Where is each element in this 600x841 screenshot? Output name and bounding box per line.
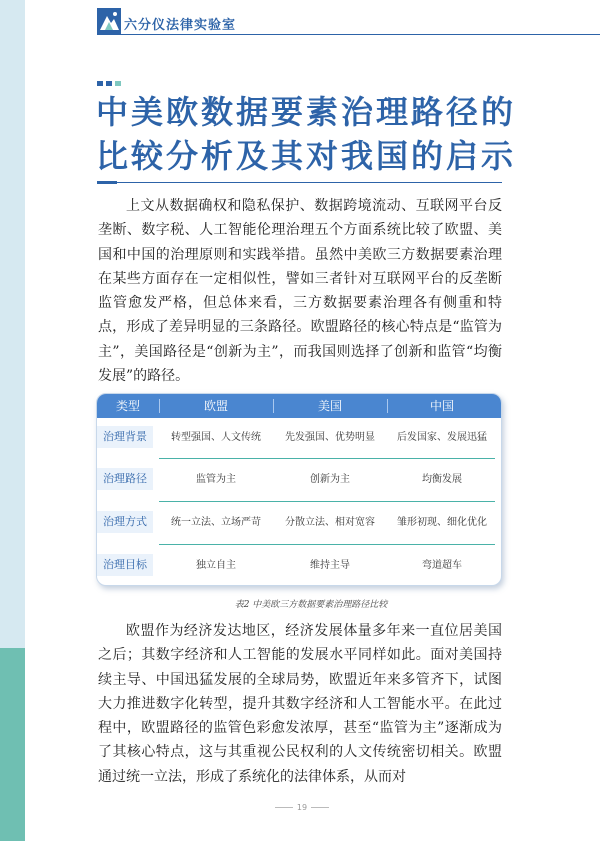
- left-decorative-band: [0, 0, 25, 841]
- dot: [106, 81, 112, 86]
- cell-us: 创新为主: [310, 474, 350, 485]
- comparison-table: [96, 393, 502, 586]
- cell-cn: 雏形初现、细化优化: [397, 517, 487, 528]
- article-title: [96, 90, 556, 178]
- table-row: [97, 546, 502, 586]
- body-paragraph-2: 欧盟作为经济发达地区，经济发展体量多年来一直位居美国之后；其数字经济和人工智能的发展水平同样如此。面对美国持续主导、中国迅猛发展的全球局势，欧盟近年来多管齐下，试图大力推进数字化转型，提升其数字经济和人工智能水平。在此过程中，欧盟路径的监管色彩愈发浓厚，甚至“监管为主”逐渐成为了其核心特点，这与其重视公民权利的人文传统密切相关。欧盟通过统一立法，形成了系统化的法律体系，从而对: [98, 623, 502, 785]
- row-divider: [159, 501, 495, 502]
- brand-name: 六分仪法律实验室: [124, 18, 237, 33]
- title-dots: [97, 71, 124, 76]
- cell-us: 分散立法、相对宽容: [285, 517, 375, 528]
- row-label: 治理方式: [97, 511, 153, 533]
- title-line-2: 比较分析及其对我国的启示: [96, 137, 517, 175]
- table-header-row: [97, 394, 502, 418]
- page-number: [0, 803, 600, 812]
- band-light-section: [0, 0, 25, 648]
- cell-us: 维持主导: [310, 560, 350, 571]
- table-row: [97, 503, 502, 543]
- cell-eu: 转型强国、人文传统: [171, 432, 261, 443]
- row-divider: [159, 458, 495, 459]
- dot: [97, 81, 103, 86]
- cell-cn: 弯道超车: [422, 560, 462, 571]
- band-teal-section: [0, 648, 25, 841]
- table-row: [97, 418, 502, 458]
- page-header: [97, 8, 600, 36]
- mountain-logo-icon: [97, 8, 121, 34]
- cell-cn: 后发国家、发展迅猛: [397, 432, 487, 443]
- body-paragraph-1: 上文从数据确权和隐私保护、数据跨境流动、互联网平台反垄断、数字税、人工智能伦理治理五个方面系统比较了欧盟、美国和中国的治理原则和实践举措。虽然中美欧三方数据要素治理在某些方面存在一定相似性，譬如三者针对互联网平台的反垄断监管愈发严格，但总体来看，三方数据要素治理各有侧重和特点，形成了差异明显的三条路径。欧盟路径的核心特点是“监管为主”，美国路径是“创新为主”，而我国则选择了创新和监管“均衡发展”的路径。: [98, 198, 502, 385]
- row-label: 治理背景: [97, 426, 153, 448]
- table-header-us: 美国: [317, 399, 342, 413]
- page-number-dash: [275, 807, 293, 808]
- table-caption: 表2 中美欧三方数据要素治理路径比较: [234, 600, 388, 610]
- cell-eu: 统一立法、立场严苛: [171, 517, 261, 528]
- cell-eu: 独立自主: [196, 560, 236, 571]
- page-number-dash: [311, 807, 329, 808]
- header-rule: [97, 34, 600, 35]
- cell-eu: 监管为主: [196, 474, 236, 485]
- dot: [115, 81, 121, 86]
- cell-us: 先发强国、优势明显: [285, 432, 375, 443]
- table-row: [97, 460, 502, 500]
- row-label: 治理目标: [97, 554, 153, 576]
- table-header-type: 类型: [115, 399, 140, 413]
- row-divider: [159, 544, 495, 545]
- title-underline: [97, 182, 502, 183]
- cell-cn: 均衡发展: [422, 474, 462, 485]
- row-label: 治理路径: [97, 468, 153, 490]
- table-header-cn: 中国: [429, 399, 454, 413]
- title-underline-accent: [97, 181, 117, 184]
- table-header-eu: 欧盟: [203, 399, 228, 413]
- page-number-value: 19: [296, 803, 308, 812]
- title-line-1: 中美欧数据要素治理路径的: [96, 93, 517, 131]
